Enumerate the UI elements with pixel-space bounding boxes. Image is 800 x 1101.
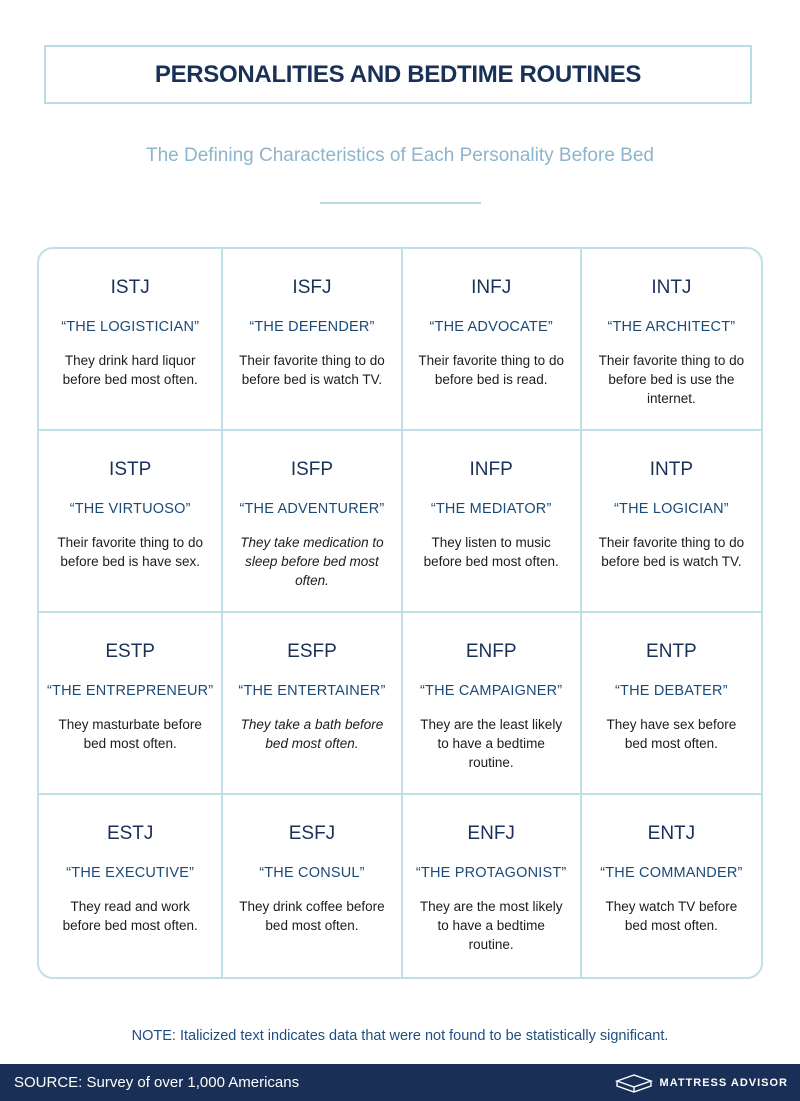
personality-cell-istj [39,249,223,431]
divider [320,202,481,204]
personality-code: ENFJ [467,823,515,844]
personality-cell-intj [582,249,761,431]
personality-nickname: “THE ADVENTURER” [239,501,385,517]
personality-cell-infj [403,249,582,431]
personality-cell-istp [39,431,223,613]
personality-nickname: “THE ADVOCATE” [429,319,553,335]
personality-code: INTJ [651,277,692,298]
personality-description: They watch TV before bed most often. [605,899,738,933]
personality-code: ISFJ [292,277,332,298]
personality-nickname: “THE ENTREPRENEUR” [47,683,214,699]
personality-nickname: “THE CAMPAIGNER” [420,683,563,699]
personality-code: ESFJ [288,823,336,844]
personality-nickname: “THE DEBATER” [615,683,728,699]
source-text: SOURCE: Survey of over 1,000 Americans [14,1074,300,1091]
personality-code: ISTJ [110,277,150,298]
personality-cell-intp [582,431,761,613]
personality-cell-estp [39,613,223,795]
personality-code: ESTP [105,641,155,662]
personality-cell-infp [403,431,582,613]
personality-code: INFP [469,459,513,480]
personality-code: ISFP [290,459,334,480]
personality-cell-estj [39,795,223,977]
personality-cell-entp [582,613,761,795]
brand-logo [614,1072,788,1094]
footnote: NOTE: Italicized text indicates data that were not found to be statistically significant. [131,1028,669,1044]
personality-cell-isfj [223,249,402,431]
mattress-icon [614,1072,654,1094]
personality-description: They drink hard liquor before bed most often. [62,353,198,387]
personality-nickname: “THE DEFENDER” [249,319,375,335]
personality-description: They take a bath before bed most often. [240,717,384,751]
personality-code: ESFP [287,641,337,662]
personality-nickname: “THE ARCHITECT” [607,319,736,335]
personality-code: ENFP [465,641,517,662]
page-title: PERSONALITIES AND BEDTIME ROUTINES [154,60,642,88]
personality-description: They listen to music before bed most often. [423,535,559,569]
title-box [44,45,752,104]
personality-code: ISTP [109,459,152,480]
page-subtitle: The Defining Characteristics of Each Personality Before Bed [146,145,654,166]
personality-grid [37,247,763,979]
personality-nickname: “THE LOGICIAN” [614,501,729,517]
personality-code: INFJ [471,277,512,298]
brand-name: MATTRESS ADVISOR [659,1076,788,1089]
personality-nickname: “THE EXECUTIVE” [66,865,195,881]
personality-cell-esfp [223,613,402,795]
personality-description: They take medication to sleep before bed most often. [240,535,384,588]
personality-code: ESTJ [106,823,154,844]
personality-description: They are the least likely to have a bedtime routine. [420,717,563,770]
personality-description: Their favorite thing to do before bed is have sex. [57,535,203,569]
personality-cell-entj [582,795,761,977]
personality-cell-enfj [403,795,582,977]
personality-nickname: “THE VIRTUOSO” [69,501,191,517]
personality-description: They drink coffee before bed most often. [239,899,385,933]
personality-nickname: “THE LOGISTICIAN” [61,319,200,335]
personality-nickname: “THE CONSUL” [259,865,365,881]
personality-description: Their favorite thing to do before bed is watch TV. [239,353,385,387]
personality-code: ENTP [646,641,697,662]
footer-bar [0,1064,800,1101]
personality-code: INTP [649,459,694,480]
personality-nickname: “THE PROTAGONIST” [415,865,567,881]
personality-description: They masturbate before bed most often. [58,717,202,751]
personality-nickname: “THE MEDIATOR” [430,501,552,517]
personality-nickname: “THE ENTERTAINER” [238,683,386,699]
personality-description: They are the most likely to have a bedtime routine. [419,899,563,952]
personality-description: Their favorite thing to do before bed is use the internet. [598,353,745,406]
personality-description: Their favorite thing to do before bed is read. [418,353,564,387]
personality-code: ENTJ [647,823,696,844]
personality-description: They read and work before bed most often. [62,899,198,933]
personality-cell-esfj [223,795,402,977]
personality-cell-enfp [403,613,582,795]
personality-nickname: “THE COMMANDER” [600,865,743,881]
personality-description: They have sex before bed most often. [606,717,737,751]
personality-description: Their favorite thing to do before bed is watch TV. [598,535,745,569]
personality-cell-isfp [223,431,402,613]
